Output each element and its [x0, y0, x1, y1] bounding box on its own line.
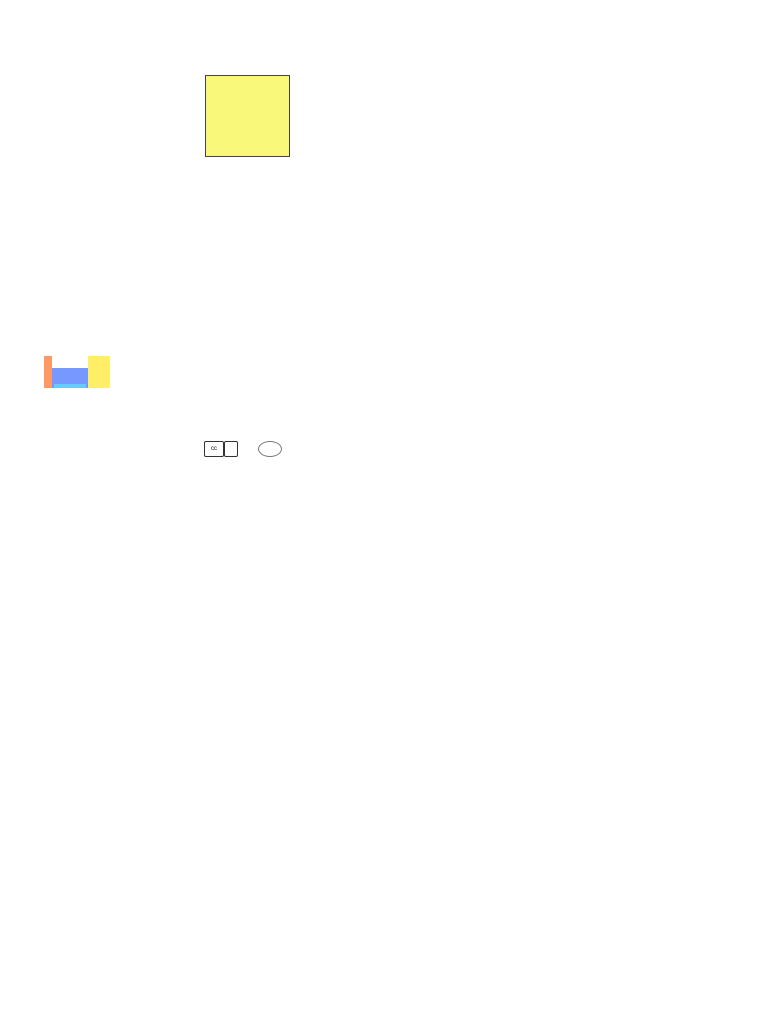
- cc-badge-icon: cc: [204, 441, 224, 457]
- by-badge-icon: [224, 441, 238, 457]
- author-logo-icon: [258, 441, 282, 457]
- legend-key-card: [205, 75, 290, 157]
- config-blocks-diagram: [44, 356, 110, 390]
